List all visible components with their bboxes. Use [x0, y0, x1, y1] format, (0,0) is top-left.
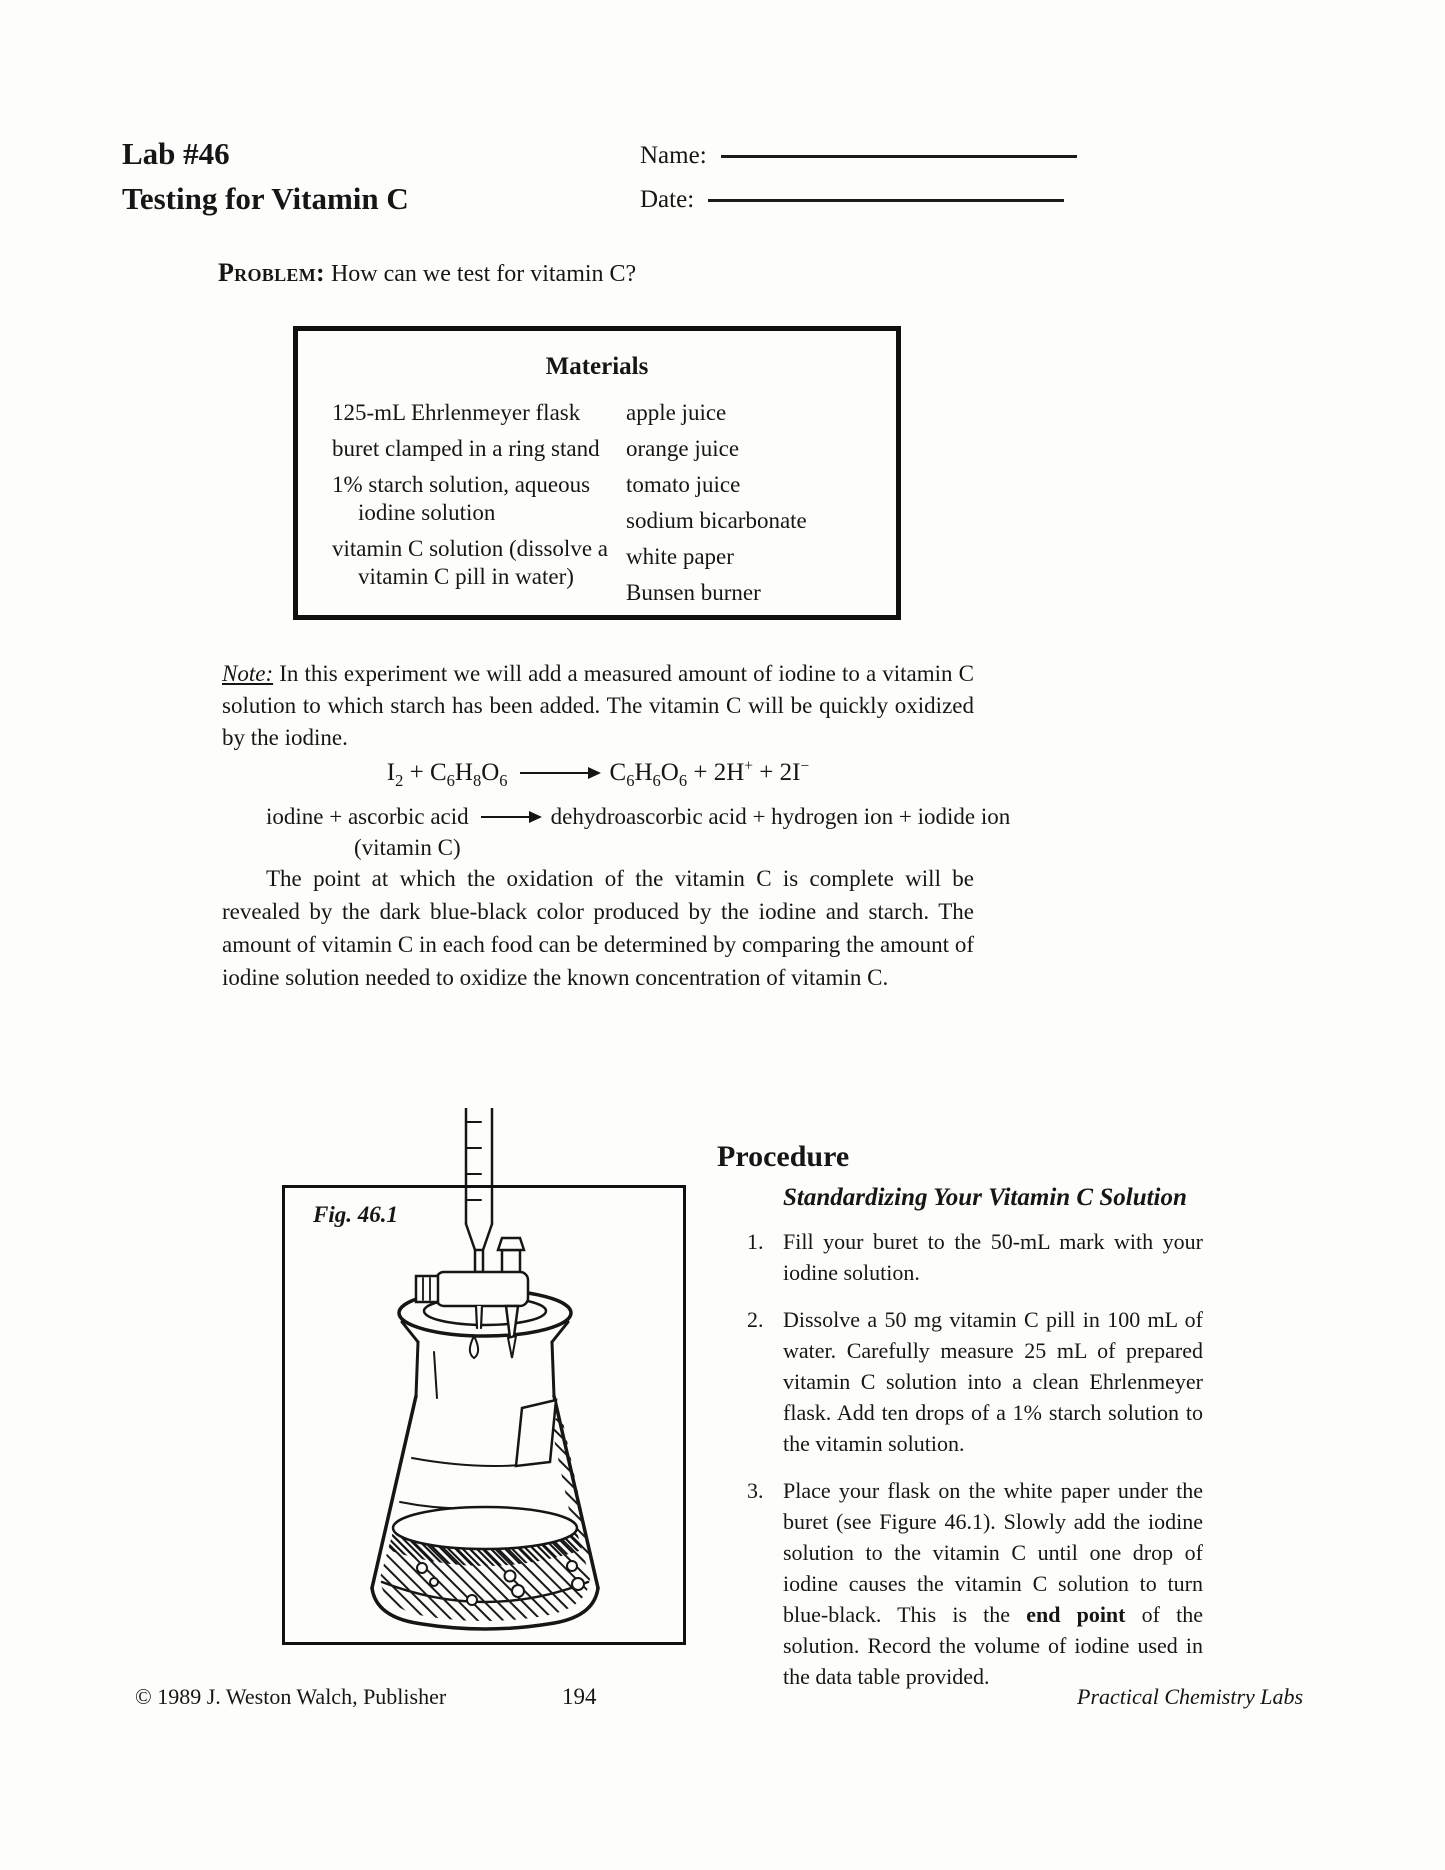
date-label: Date: — [640, 186, 695, 213]
word-equation-left: iodine + ascorbic acid — [266, 804, 469, 829]
word-equation-right: dehydroascorbic acid + hydrogen ion + iodide ion — [550, 804, 1011, 829]
procedure-section — [717, 1140, 1203, 1708]
materials-item: sodium bicarbonate — [626, 508, 807, 533]
word-equation — [222, 804, 1126, 830]
step-number: 1. — [747, 1229, 764, 1254]
footer-page-number: 194 — [562, 1684, 597, 1709]
procedure-subtitle: Standardizing Your Vitamin C Solution — [783, 1184, 1187, 1211]
materials-item: buret clamped in a ring stand — [332, 436, 600, 461]
materials-item: Bunsen burner — [626, 580, 761, 605]
step-text: Dissolve a 50 mg vitamin C pill in 100 mL of water. Carefully measure 25 mL of prepared vitamin C solution into a clean Ehrlenmeyer flask. Add ten drops of a 1% starch solution to the vitamin solution. — [783, 1307, 1203, 1456]
reaction-arrow-icon — [520, 772, 598, 774]
page-title: Testing for Vitamin C — [122, 181, 409, 216]
materials-item: vitamin C solution (dissolve a vitamin C pill in water) — [332, 536, 608, 589]
procedure-step — [717, 1226, 1203, 1288]
materials-box — [293, 326, 901, 620]
footer-book-title: Practical Chemistry Labs — [1077, 1684, 1304, 1709]
note-paragraph — [222, 658, 974, 754]
note-label: Note: — [222, 661, 274, 686]
step-number: 2. — [747, 1307, 764, 1332]
date-blank-line — [708, 197, 1064, 202]
discussion-paragraph: The point at which the oxidation of the vitamin C is complete will be revealed by the dark blue-black color produced by the iodine and starch. The amount of vitamin C in each food can be determined by comparing the amount of iodine solution needed to oxidize the known concentration of vitamin C. — [222, 866, 974, 990]
note-text: In this experiment we will add a measured amount of iodine to a vitamin C solution to which starch has been added. The vitamin C will be quickly oxidized by the iodine. — [222, 661, 974, 750]
name-field-row — [640, 142, 1077, 170]
equation-right-side: $C_6H_6O_6 + 2H^+ + 2I^-$ — [609, 758, 810, 791]
procedure-step — [717, 1304, 1203, 1459]
name-label: Name: — [640, 142, 707, 169]
name-blank-line — [721, 153, 1077, 158]
materials-item: apple juice — [626, 400, 727, 425]
problem-statement — [218, 258, 636, 288]
materials-item: 125-mL Ehrlenmeyer flask — [332, 400, 581, 425]
materials-column-left — [332, 399, 608, 599]
materials-column-right — [626, 399, 807, 615]
step-text: Place your flask on the white paper under the buret (see Figure 46.1). Slowly add the iodine solution to the vitamin C until one drop of iodine causes the vitamin C solution to turn blue-black. This is the end point of the solution. Record the volume of iodine used in the data table provided. — [783, 1478, 1203, 1689]
materials-item: orange juice — [626, 436, 740, 461]
chemical-equation — [222, 758, 974, 791]
equation-left-side: $I_2 + C_6H_8O_6$ — [386, 759, 508, 791]
reaction-arrow-icon — [481, 816, 539, 818]
procedure-step — [717, 1475, 1203, 1692]
materials-item: white paper — [626, 544, 734, 569]
footer-copyright: © 1989 J. Weston Walch, Publisher — [135, 1684, 447, 1709]
materials-item: 1% starch solution, aqueous iodine solution — [332, 472, 591, 525]
figure-label: Fig. 46.1 — [313, 1202, 398, 1227]
step-number: 3. — [747, 1478, 764, 1503]
problem-label: Problem: — [218, 258, 325, 287]
vitamin-c-annotation: (vitamin C) — [354, 835, 461, 860]
materials-item: tomato juice — [626, 472, 741, 497]
figure-frame — [282, 1185, 686, 1645]
step-text: Fill your buret to the 50-mL mark with your iodine solution. — [783, 1229, 1203, 1285]
materials-title: Materials — [545, 353, 649, 380]
procedure-title: Procedure — [717, 1140, 850, 1173]
problem-text: How can we test for vitamin C? — [330, 261, 637, 287]
date-field-row — [640, 186, 1064, 214]
lab-number: Lab #46 — [122, 136, 230, 171]
